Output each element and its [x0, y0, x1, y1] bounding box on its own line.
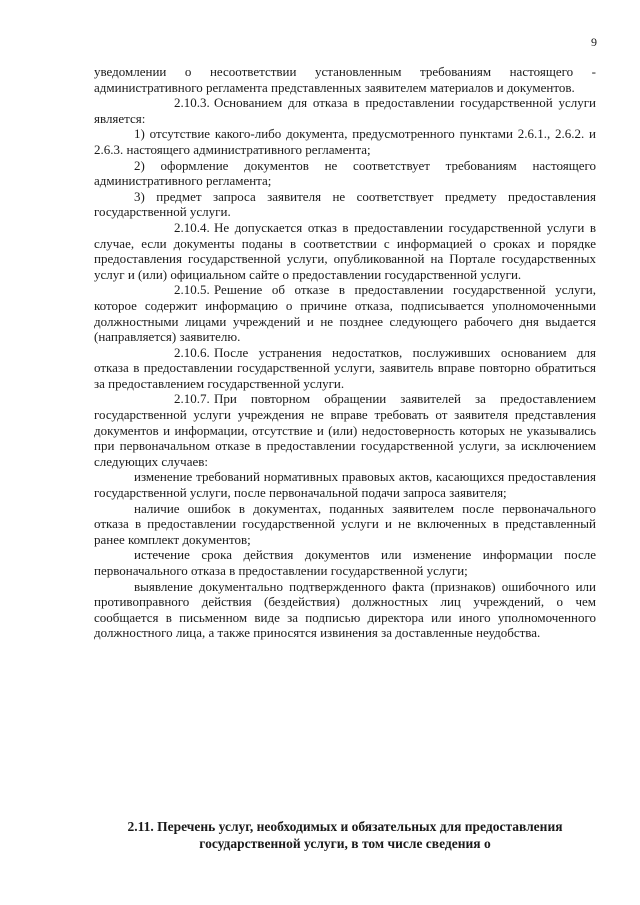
paragraph-text: 3) предмет запроса заявителя не соответствует предмету предоставления государственной услуги. — [94, 188, 596, 220]
clause-number: 2.10.7. — [174, 391, 210, 407]
paragraph-text: наличие ошибок в документах, поданных заявителем после первоначального отказа в предоставлении государственной услуги и не включенных в представленный ранее комплект документов; — [94, 500, 596, 547]
paragraph — [94, 95, 596, 126]
paragraph-text: После устранения недостатков, послуживших основанием для отказа в предоставлении государственной услуги, заявитель вправе повторно обратиться за предоставлением государственной услуги. — [94, 344, 596, 391]
clause-number: 2.10.6. — [174, 344, 210, 360]
clause-number: 2.10.4. — [174, 219, 210, 235]
paragraph-text: изменение требований нормативных правовых актов, касающихся предоставления государственной услуги, после первоначальной подачи запроса заявителя; — [94, 469, 596, 501]
paragraph-text: 1) отсутствие какого-либо документа, предусмотренного пунктами 2.6.1., 2.6.2. и 2.6.3. настоящего административного регламента; — [94, 126, 596, 157]
paragraph — [94, 501, 596, 548]
paragraph — [94, 391, 596, 469]
paragraph — [94, 158, 596, 189]
body-text — [94, 64, 596, 641]
paragraph-text: уведомлении о несоответствии установленным требованиям настоящего - административного регламента представленных заявителем материалов и документов. — [94, 64, 596, 95]
paragraph-text: выявление документально подтвержденного факта (признаков) ошибочного или противоправного действия (бездействия) должностных лиц учреждений, о чем сообщается в письменном виде за подписью директора или иного уполномоченного должностного лица, а также приносятся извинения за доставленные неудобства. — [94, 578, 596, 641]
paragraph-text: При повторном обращении заявителей за предоставлением государственной услуги учреждения не вправе требовать от заявителя представления документов и информации, отсутствие и (или) недостоверность которых не указывались при первоначальном отказе в предоставлении государственной услуги, за исключением следующих случаев: — [94, 391, 596, 469]
paragraph — [94, 579, 596, 641]
paragraph-text: Основанием для отказа в предоставлении государственной услуги является: — [94, 95, 596, 126]
page-number: 9 — [591, 35, 597, 49]
paragraph-text: Решение об отказе в предоставлении государственной услуги, которое содержит информацию о причине отказа, подписывается уполномоченными должностными лицами учреждений и не позднее следующего рабочего дня выдается (направляется) заявителю. — [94, 282, 596, 345]
paragraph — [94, 282, 596, 344]
paragraph — [94, 469, 596, 500]
paragraph — [94, 547, 596, 578]
paragraph-text: Не допускается отказ в предоставлении государственной услуги в случае, если документы поданы в соответствии с информацией о сроках и порядке предоставления государственной услуги, опубликованной на Портале государственных услуг и (или) официальном сайте о предоставлении государственной услуги. — [94, 219, 596, 282]
paragraph-text: 2) оформление документов не соответствует требованиям настоящего административного регламента; — [94, 157, 596, 189]
paragraph — [94, 345, 596, 392]
clause-number: 2.10.3. — [174, 95, 210, 111]
paragraph — [94, 64, 596, 95]
paragraph — [94, 189, 596, 220]
paragraph — [94, 220, 596, 282]
clause-number: 2.10.5. — [174, 282, 210, 298]
paragraph — [94, 126, 596, 157]
paragraph-text: истечение срока действия документов или изменение информации после первоначального отказа в предоставлении государственной услуги; — [94, 547, 596, 578]
section-heading: 2.11. Перечень услуг, необходимых и обязательных для предоставления государственной услуги, в том числе сведения о — [127, 819, 563, 851]
